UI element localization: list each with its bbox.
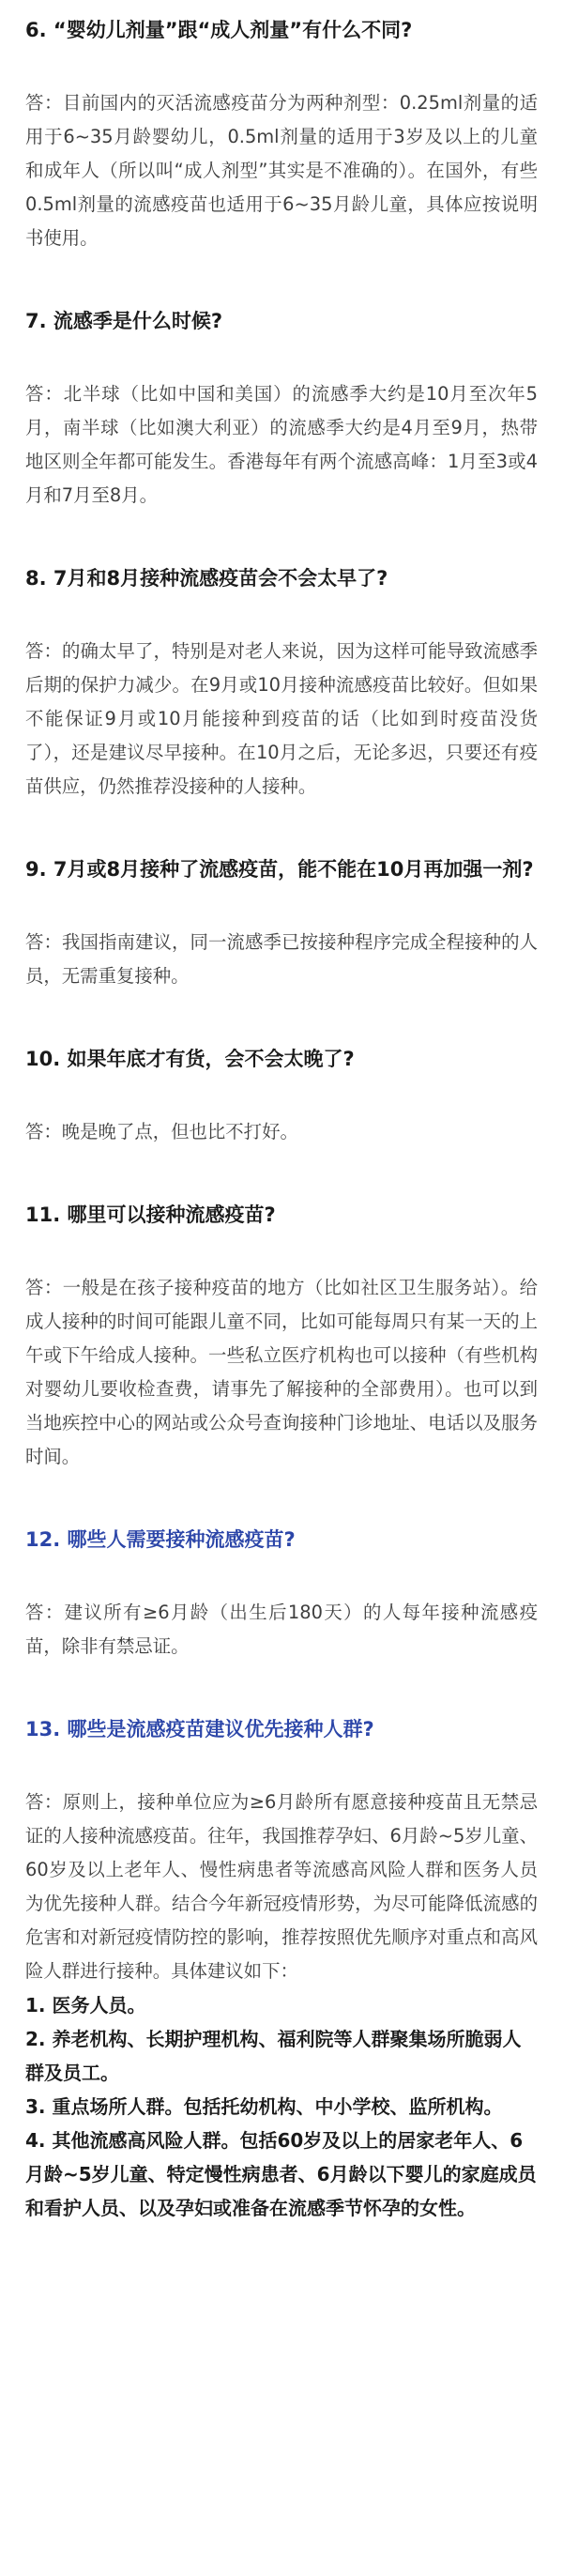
answer-text: 答：建议所有≥6月龄（出生后180天）的人每年接种流感疫苗，除非有禁忌证。 — [25, 1602, 538, 1657]
faq-section-13 — [25, 1712, 538, 2225]
faq-section-12 — [25, 1523, 538, 1664]
answer-text: 答：原则上，接种单位应为≥6月龄所有愿意接种疫苗且无禁忌证的人接种流感疫苗。往年，我国推荐孕妇、6月龄~5岁儿童、60岁及以上老年人、慢性病患者等流感高风险人群和医务人员为优先接种人群。结合今年新冠疫情形势，为尽可能降低流感的危害和对新冠疫情防控的影响，推荐按照优先顺序对重点和高风险人群进行接种。具体建议如下： — [25, 1791, 538, 1982]
faq-section-6 — [25, 13, 538, 255]
question-heading: 11. 哪里可以接种流感疫苗? — [25, 1204, 276, 1226]
answer-text: 答：我国指南建议，同一流感季已按接种程序完成全程接种的人员，无需重复接种。 — [25, 931, 538, 987]
list-item: 1. 医务人员。 — [25, 1994, 146, 2016]
question-heading: 6. “婴幼儿剂量”跟“成人剂量”有什么不同? — [25, 19, 413, 41]
list-item: 4. 其他流感高风险人群。包括60岁及以上的居家老年人、6月龄~5岁儿童、特定慢性病患者、6月龄以下婴儿的家庭成员和看护人员、以及孕妇或准备在流感季节怀孕的女性。 — [25, 2129, 537, 2219]
faq-section-7 — [25, 304, 538, 513]
faq-section-9 — [25, 852, 538, 993]
answer-text: 答：晚是晚了点，但也比不打好。 — [25, 1121, 298, 1142]
faq-section-11 — [25, 1198, 538, 1474]
question-heading: 10. 如果年底才有货，会不会太晚了? — [25, 1048, 355, 1070]
question-heading: 7. 流感季是什么时候? — [25, 310, 223, 332]
faq-section-10 — [25, 1042, 538, 1149]
list-item: 3. 重点场所人群。包括托幼机构、中小学校、监所机构。 — [25, 2095, 503, 2118]
answer-text: 答：一般是在孩子接种疫苗的地方（比如社区卫生服务站）。给成人接种的时间可能跟儿童不同，比如可能每周只有某一天的上午或下午给成人接种。一些私立医疗机构也可以接种（有些机构对婴幼儿要收检查费，请事先了解接种的全部费用）。也可以到当地疾控中心的网站或公众号查询接种门诊地址、电话以及服务时间。 — [25, 1277, 538, 1467]
answer-text: 答：目前国内的灭活流感疫苗分为两种剂型：0.25ml剂量的适用于6~35月龄婴幼儿，0.5ml剂量的适用于3岁及以上的儿童和成年人（所以叫“成人剂型”其实是不准确的）。在国外，有些0.5ml剂量的流感疫苗也适用于6~35月龄儿童，具体应按说明书使用。 — [25, 92, 538, 249]
question-heading: 8. 7月和8月接种流感疫苗会不会太早了? — [25, 567, 388, 590]
question-heading-highlighted: 13. 哪些是流感疫苗建议优先接种人群? — [25, 1718, 374, 1740]
question-heading-highlighted: 12. 哪些人需要接种流感疫苗? — [25, 1528, 296, 1551]
question-heading: 9. 7月或8月接种了流感疫苗，能不能在10月再加强一剂? — [25, 858, 534, 881]
list-item: 2. 养老机构、长期护理机构、福利院等人群聚集场所脆弱人群及员工。 — [25, 2028, 522, 2084]
answer-text: 答：北半球（比如中国和美国）的流感季大约是10月至次年5月，南半球（比如澳大利亚）的流感季大约是4月至9月，热带地区则全年都可能发生。香港每年有两个流感高峰：1月至3或4月和7月至8月。 — [25, 383, 538, 506]
priority-group-list — [25, 1988, 538, 2225]
faq-section-8 — [25, 561, 538, 804]
answer-text: 答：的确太早了，特别是对老人来说，因为这样可能导致流感季后期的保护力减少。在9月或10月接种流感疫苗比较好。但如果不能保证9月或10月能接种到疫苗的话（比如到时疫苗没货了），还是建议尽早接种。在10月之后，无论多迟，只要还有疫苗供应，仍然推荐没接种的人接种。 — [25, 640, 538, 797]
